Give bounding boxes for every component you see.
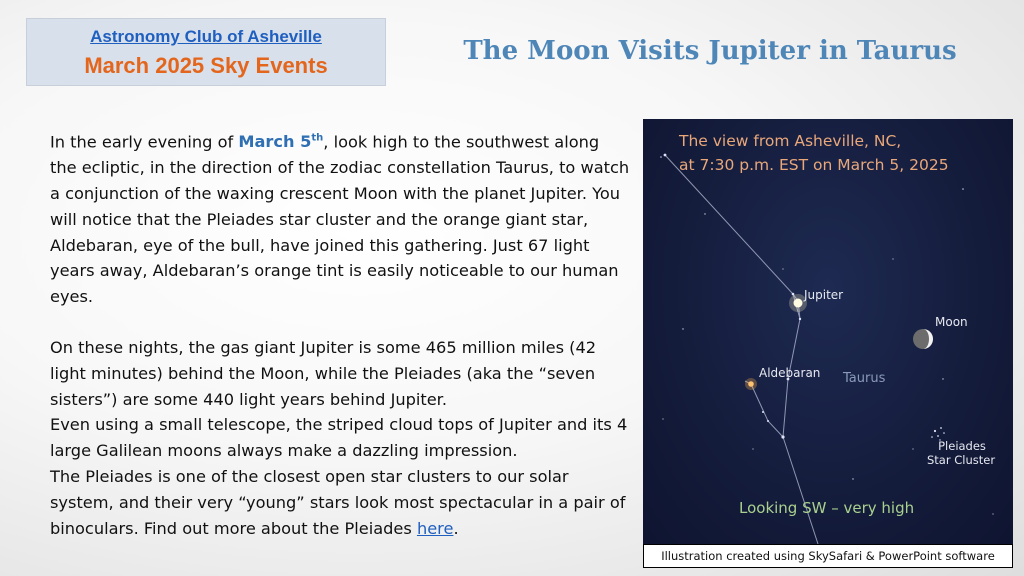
p4-text: The Pleiades is one of the closest open star clusters to our solar system, and their very “young” stars look most spectacular in a pair of binoculars. Find out more about the Pleiades	[50, 466, 626, 538]
date-suffix: th	[311, 133, 324, 144]
view-line-2: at 7:30 p.m. EST on March 5, 2025	[679, 156, 949, 174]
jupiter-label: Jupiter	[804, 288, 844, 302]
p4-end-text: .	[453, 518, 459, 538]
view-location-text	[679, 129, 949, 177]
pleiades-label	[929, 439, 995, 467]
taurus-label: Taurus	[843, 371, 886, 386]
moon-crescent	[913, 329, 933, 349]
aldebaran-dot	[748, 381, 754, 387]
looking-direction-text: Looking SW – very high	[739, 499, 915, 517]
date-text: March 5	[238, 132, 312, 152]
pleiades-link[interactable]: here	[416, 518, 454, 538]
club-name-link[interactable]: Astronomy Club of Asheville	[90, 27, 322, 46]
pleiades-label-line-1: Pleiades	[938, 439, 986, 453]
slide-title: The Moon Visits Jupiter in Taurus	[463, 36, 957, 66]
p1-text: In the early evening of	[50, 132, 239, 152]
paragraph-distances: On these nights, the gas giant Jupiter is some 465 million miles (42 light minutes) behind the Moon, while the Pleiades (aka the “seven sisters”) are some 440 light years behind Jupiter.	[50, 337, 597, 409]
aldebaran-label: Aldebaran	[759, 366, 821, 380]
body-text	[50, 126, 630, 541]
p1-rest-text: , look high to the southwest along the ecliptic, in the direction of the zodiac constellation Taurus, to watch a conjunction of the waxing crescent Moon with the planet Jupiter. You will notice that the Pleiades star cluster and the orange giant star, Aldebaran, eye of the bull, have joined this gathering. Just 67 light years away, Aldebaran’s orange tint is easily noticeable to our human eyes.	[50, 132, 630, 307]
pleiades-label-line-2: Star Cluster	[927, 453, 996, 467]
paragraph-telescope: Even using a small telescope, the striped cloud tops of Jupiter and its 4 large Galilean moons always make a dazzling impression.	[50, 415, 628, 461]
events-title: March 2025 Sky Events	[84, 53, 328, 78]
illustration-caption: Illustration created using SkySafari & PowerPoint software	[643, 544, 1013, 568]
constellation-line-branch	[751, 384, 783, 437]
paragraph-pleiades	[50, 464, 630, 541]
paragraph-conjunction	[50, 126, 630, 310]
club-header-box	[26, 18, 386, 86]
jupiter-dot	[794, 299, 803, 308]
sky-chart-svg	[643, 119, 1013, 544]
constellation-line-main	[665, 155, 821, 544]
date-highlight	[238, 132, 323, 151]
view-line-1: The view from Asheville, NC,	[679, 132, 902, 150]
moon-label: Moon	[935, 315, 968, 329]
sky-illustration	[643, 119, 1013, 544]
